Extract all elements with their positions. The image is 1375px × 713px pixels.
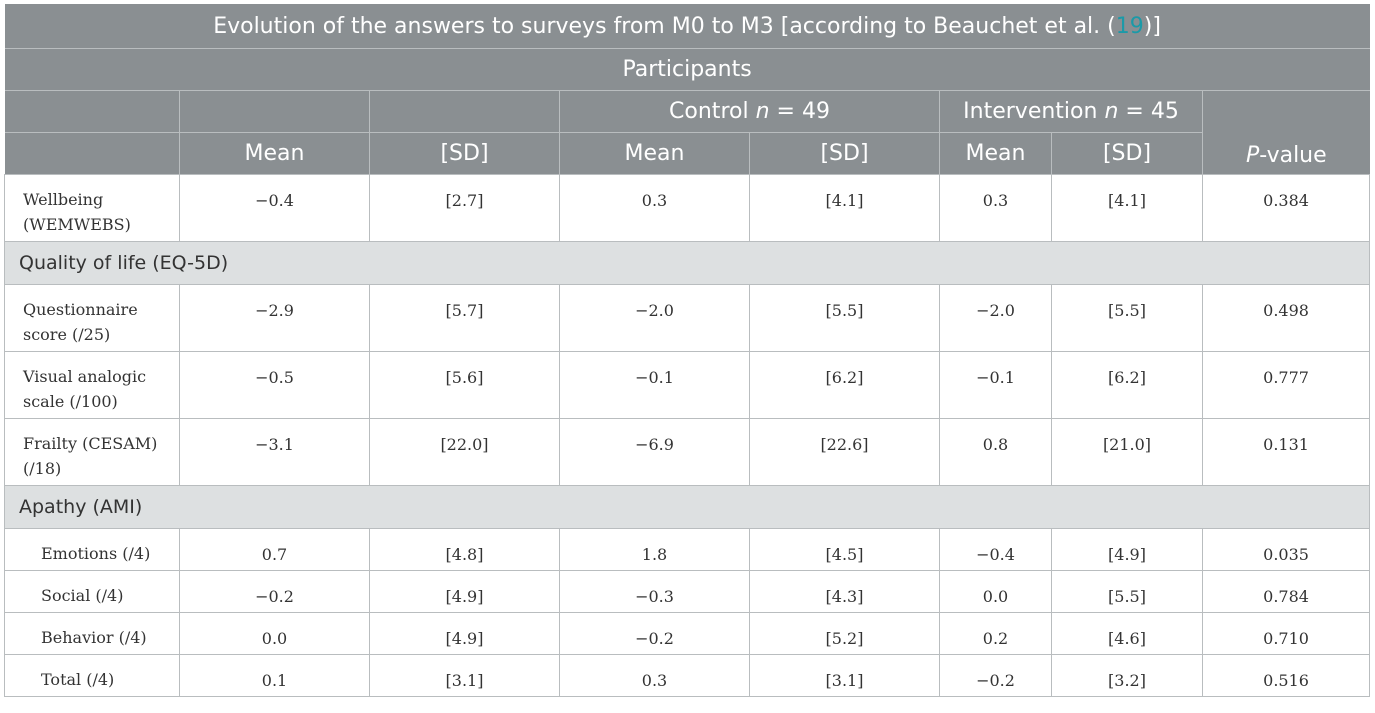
cell-pvalue: 0.516	[1203, 655, 1370, 697]
cell-value: [3.2]	[1052, 655, 1203, 697]
cell-value: [4.8]	[370, 529, 560, 571]
table-row	[5, 352, 1370, 419]
cell-value: −2.0	[560, 285, 750, 352]
cell-value: −2.0	[940, 285, 1052, 352]
table-row	[5, 655, 1370, 697]
intervention-group-header: Intervention n = 45	[940, 91, 1203, 133]
col-header-mean: Mean	[560, 133, 750, 175]
col-header-mean: Mean	[180, 133, 370, 175]
row-label: Total (/4)	[5, 655, 180, 697]
cell-value: −0.1	[940, 352, 1052, 419]
cell-value: 0.0	[180, 613, 370, 655]
cell-value: −3.1	[180, 419, 370, 486]
cell-value: −6.9	[560, 419, 750, 486]
col-header-mean: Mean	[940, 133, 1052, 175]
cell-value: 0.8	[940, 419, 1052, 486]
table-title: Evolution of the answers to surveys from M0 to M3 [according to Beauchet et al. (19)]	[5, 4, 1370, 49]
cell-value: −0.5	[180, 352, 370, 419]
cell-pvalue: 0.784	[1203, 571, 1370, 613]
cell-value: 0.0	[940, 571, 1052, 613]
cell-pvalue: 0.498	[1203, 285, 1370, 352]
row-label: Behavior (/4)	[5, 613, 180, 655]
row-label: Emotions (/4)	[5, 529, 180, 571]
cell-value: −0.2	[560, 613, 750, 655]
cell-value: −0.4	[180, 175, 370, 242]
header-empty-cell	[5, 133, 180, 175]
cell-pvalue: 0.035	[1203, 529, 1370, 571]
cell-value: [4.1]	[1052, 175, 1203, 242]
table-row	[5, 175, 1370, 242]
cell-value: 0.7	[180, 529, 370, 571]
header-empty-cell	[370, 91, 560, 133]
row-label: Questionnaire score (/25)	[5, 285, 180, 352]
participants-header: Participants	[5, 49, 1370, 91]
cell-value: [4.3]	[750, 571, 940, 613]
cell-value: −0.1	[560, 352, 750, 419]
section-row	[5, 486, 1370, 529]
col-header-sd: [SD]	[750, 133, 940, 175]
cell-value: [22.0]	[370, 419, 560, 486]
cell-value: [4.9]	[370, 613, 560, 655]
cell-value: [4.5]	[750, 529, 940, 571]
header-empty-cell	[5, 91, 180, 133]
cell-value: 1.8	[560, 529, 750, 571]
cell-value: [4.9]	[370, 571, 560, 613]
cell-pvalue: 0.384	[1203, 175, 1370, 242]
cell-value: [2.7]	[370, 175, 560, 242]
table-row	[5, 571, 1370, 613]
row-label: Frailty (CESAM) (/18)	[5, 419, 180, 486]
cell-value: [5.7]	[370, 285, 560, 352]
cell-value: −0.2	[180, 571, 370, 613]
cell-value: 0.1	[180, 655, 370, 697]
cell-value: −2.9	[180, 285, 370, 352]
section-header: Quality of life (EQ-5D)	[5, 242, 1370, 285]
cell-value: 0.3	[940, 175, 1052, 242]
reference-link[interactable]: 19	[1115, 13, 1144, 39]
col-header-sd: [SD]	[370, 133, 560, 175]
col-header-sd: [SD]	[1052, 133, 1203, 175]
results-table	[4, 4, 1370, 697]
table-row	[5, 529, 1370, 571]
cell-value: [6.2]	[1052, 352, 1203, 419]
row-label: Wellbeing (WEMWEBS)	[5, 175, 180, 242]
table-row	[5, 285, 1370, 352]
results-table-container	[4, 4, 1369, 697]
cell-pvalue: 0.131	[1203, 419, 1370, 486]
cell-value: [5.2]	[750, 613, 940, 655]
cell-value: [4.6]	[1052, 613, 1203, 655]
cell-pvalue: 0.710	[1203, 613, 1370, 655]
control-group-header: Control n = 49	[560, 91, 940, 133]
cell-value: [4.9]	[1052, 529, 1203, 571]
cell-value: −0.3	[560, 571, 750, 613]
section-row	[5, 242, 1370, 285]
cell-pvalue: 0.777	[1203, 352, 1370, 419]
pvalue-header: P-value	[1203, 91, 1370, 175]
cell-value: [3.1]	[370, 655, 560, 697]
cell-value: [5.5]	[1052, 285, 1203, 352]
row-label: Social (/4)	[5, 571, 180, 613]
cell-value: [21.0]	[1052, 419, 1203, 486]
cell-value: −0.4	[940, 529, 1052, 571]
cell-value: [4.1]	[750, 175, 940, 242]
cell-value: 0.3	[560, 655, 750, 697]
cell-value: [5.6]	[370, 352, 560, 419]
header-empty-cell	[180, 91, 370, 133]
cell-value: [22.6]	[750, 419, 940, 486]
cell-value: −0.2	[940, 655, 1052, 697]
table-row	[5, 419, 1370, 486]
section-header: Apathy (AMI)	[5, 486, 1370, 529]
cell-value: 0.3	[560, 175, 750, 242]
table-row	[5, 613, 1370, 655]
cell-value: [5.5]	[750, 285, 940, 352]
row-label: Visual analogic scale (/100)	[5, 352, 180, 419]
cell-value: [6.2]	[750, 352, 940, 419]
cell-value: [5.5]	[1052, 571, 1203, 613]
cell-value: 0.2	[940, 613, 1052, 655]
cell-value: [3.1]	[750, 655, 940, 697]
